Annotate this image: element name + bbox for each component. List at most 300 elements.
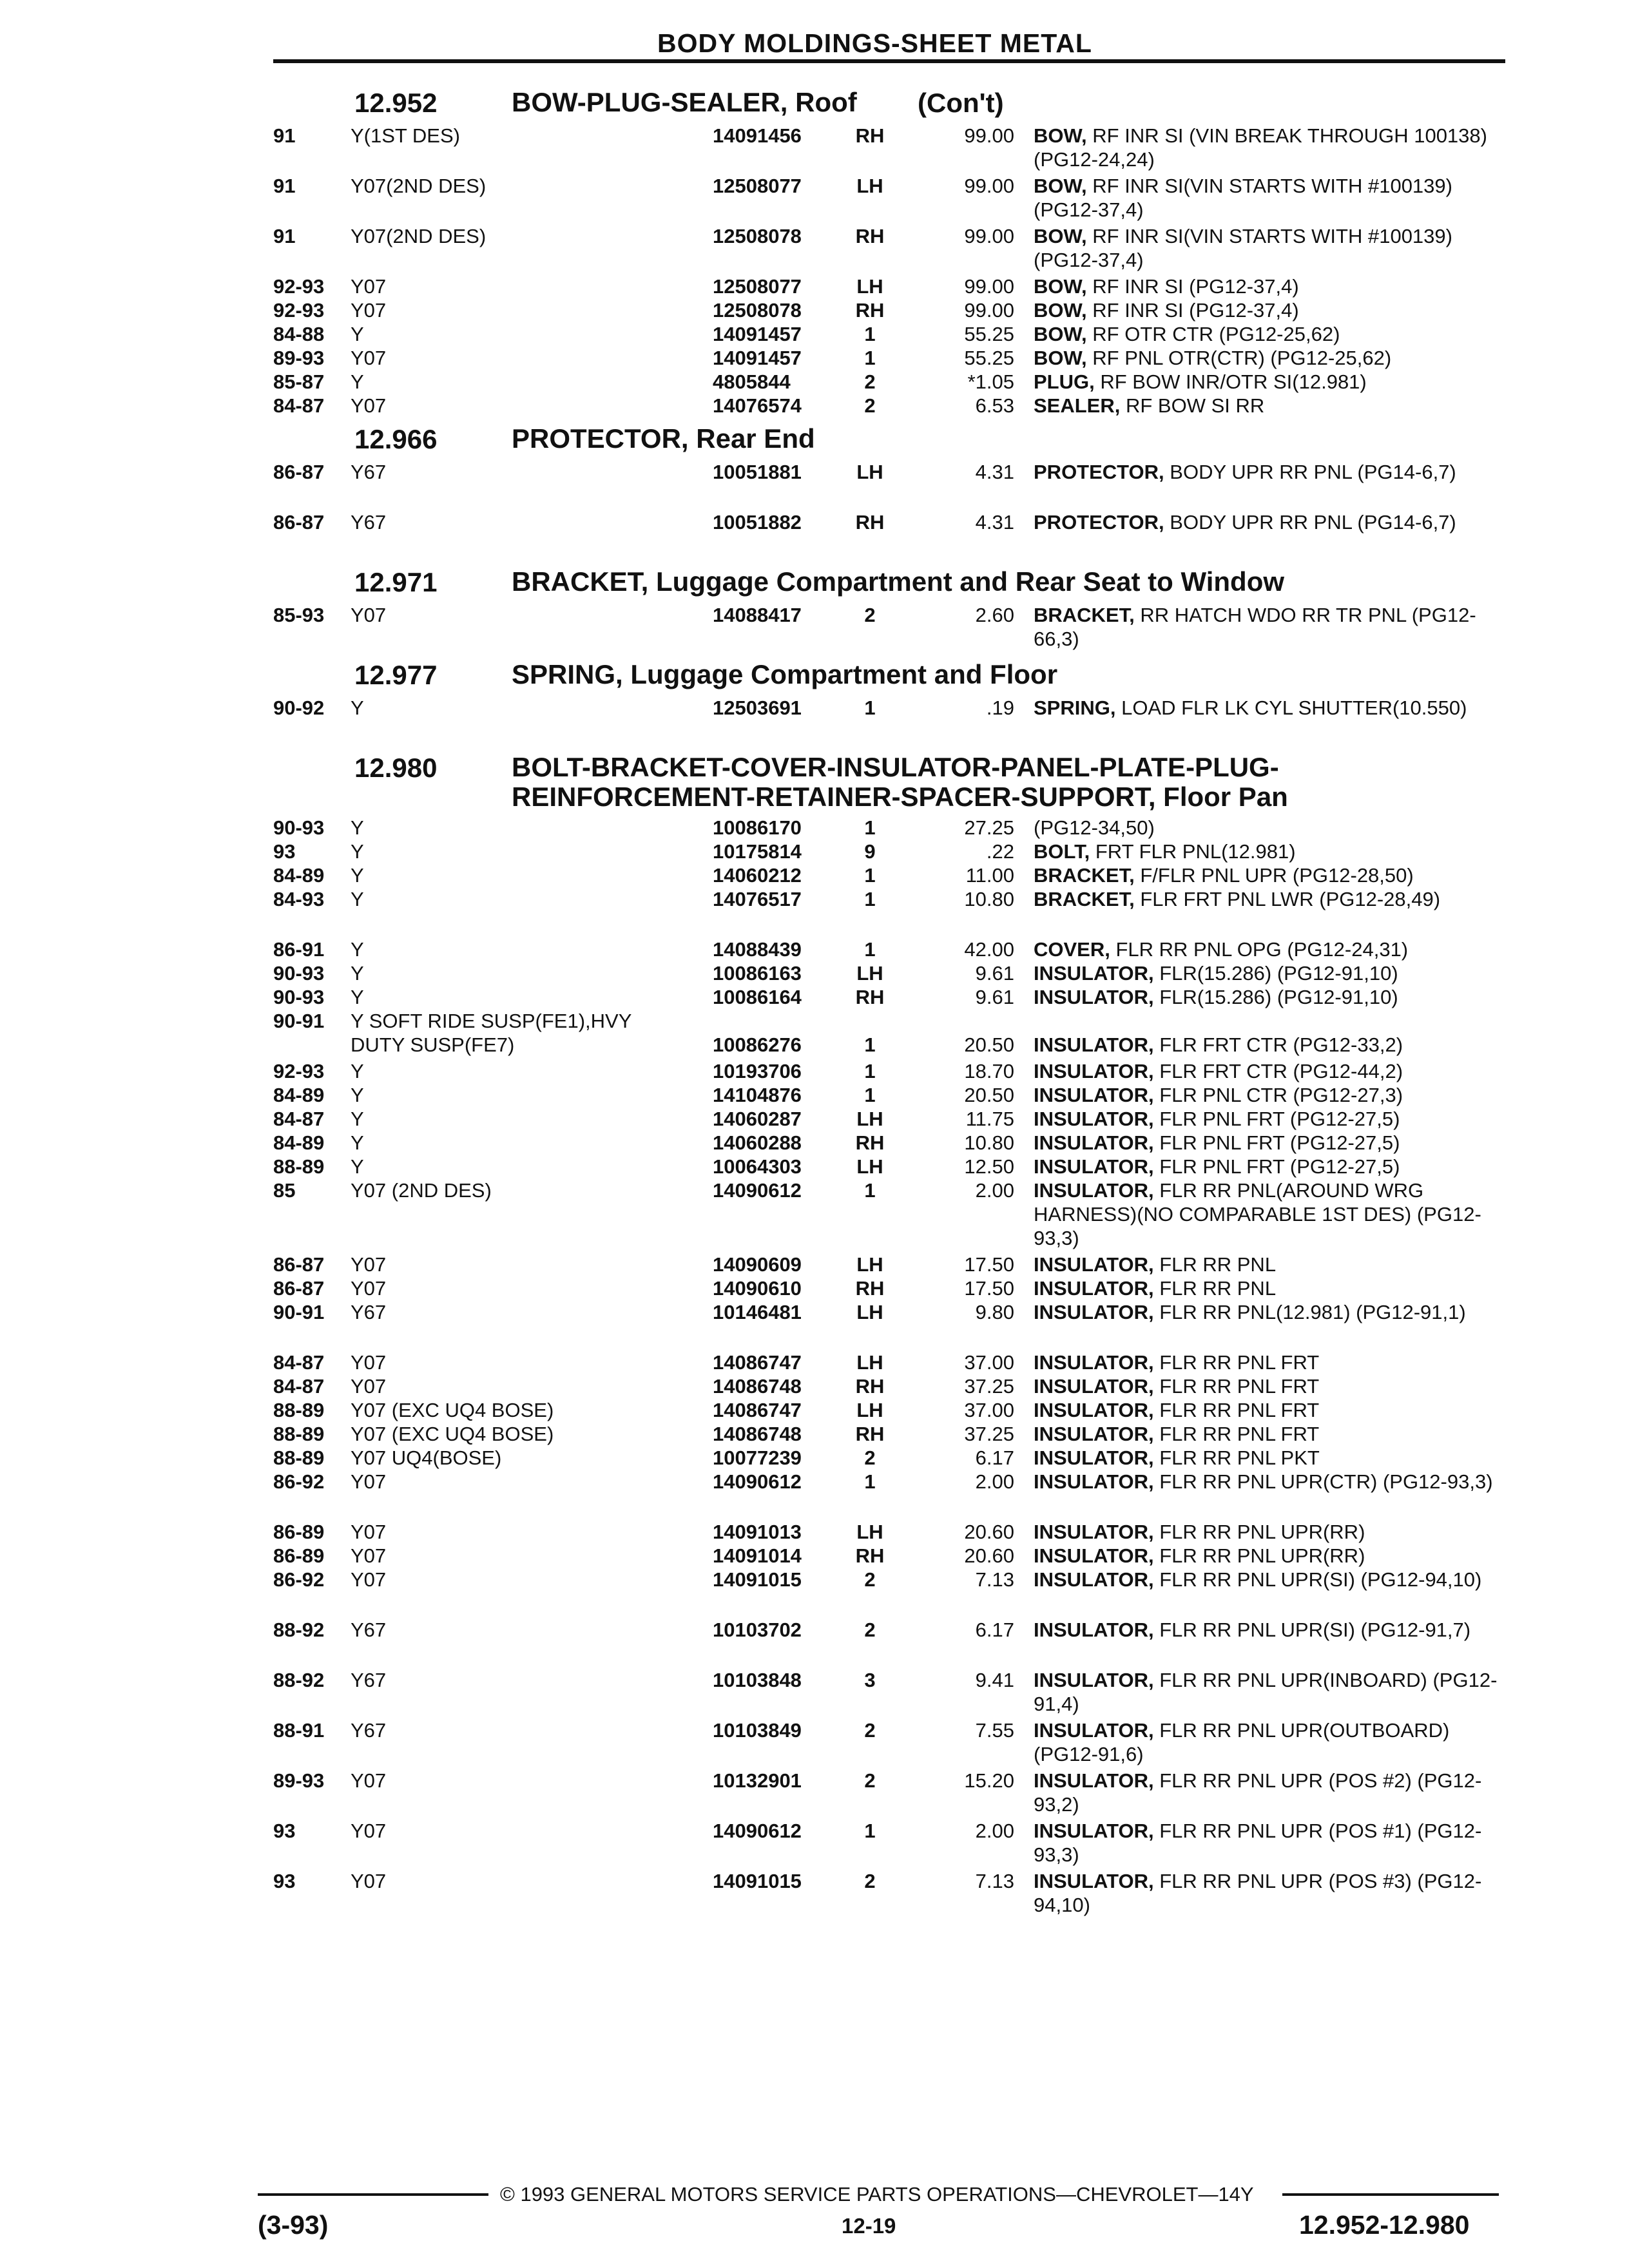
- description-keyword: INSULATOR,: [1034, 1446, 1154, 1469]
- part-description: [1034, 1398, 1510, 1422]
- table-row: [273, 1009, 1510, 1059]
- description-keyword: BRACKET,: [1034, 864, 1135, 887]
- model-code: Y07: [351, 1870, 387, 1892]
- part-description: [1034, 460, 1510, 484]
- part-number: 14104876: [713, 1084, 802, 1106]
- description-keyword: INSULATOR,: [1034, 1399, 1154, 1421]
- description-keyword: BOW,: [1034, 347, 1087, 369]
- quantity: RH: [855, 511, 885, 533]
- quantity: 2: [864, 1870, 876, 1892]
- model-code: Y: [351, 816, 364, 839]
- table-row: [273, 370, 1510, 394]
- part-number: 10146481: [713, 1301, 802, 1323]
- quantity: 2: [864, 1769, 876, 1792]
- description-text: FLR RR PNL UPR(RR): [1153, 1521, 1365, 1543]
- price: 42.00: [964, 938, 1014, 961]
- section-title: BOW-PLUG-SEALER, Roof: [512, 87, 857, 117]
- description-keyword: BOW,: [1034, 175, 1087, 197]
- part-number: 14086748: [713, 1375, 802, 1398]
- table-row: [273, 1819, 1510, 1869]
- footer-revision-date: (3-93): [258, 2210, 329, 2240]
- part-number: 14091015: [713, 1870, 802, 1892]
- description-text: BODY UPR RR PNL (PG14-6,7): [1164, 511, 1456, 533]
- part-number: 10103849: [713, 1719, 802, 1742]
- model-years: 88-89: [273, 1399, 325, 1421]
- model-code: Y: [351, 1060, 364, 1082]
- description-keyword: INSULATOR,: [1034, 1470, 1154, 1493]
- part-description: [1034, 1300, 1510, 1324]
- description-text: FLR RR PNL FRT: [1153, 1399, 1320, 1421]
- description-keyword: INSULATOR,: [1034, 1423, 1154, 1445]
- model-years: 90-91: [273, 1010, 325, 1032]
- model-years: 85-87: [273, 370, 325, 393]
- description-keyword: BOW,: [1034, 225, 1087, 247]
- part-description: [1034, 887, 1510, 911]
- part-description: [1034, 1819, 1510, 1867]
- description-text: RF INR SI (PG12-37,4): [1086, 275, 1299, 298]
- table-row: [273, 1350, 1510, 1374]
- quantity: 1: [864, 347, 876, 369]
- section-title: PROTECTOR, Rear End: [512, 423, 815, 454]
- model-years: 92-93: [273, 275, 325, 298]
- part-number: 14090612: [713, 1470, 802, 1493]
- price: 2.60: [975, 604, 1014, 626]
- description-text: FLR RR PNL UPR(OUTBOARD) (PG12-91,6): [1034, 1719, 1450, 1765]
- table-row: [273, 840, 1510, 863]
- part-description: [1034, 1520, 1510, 1544]
- description-text: RF BOW SI RR: [1120, 394, 1265, 417]
- model-code: Y: [351, 888, 364, 910]
- description-text: BODY UPR RR PNL (PG14-6,7): [1164, 461, 1456, 483]
- price: 11.00: [965, 864, 1014, 887]
- part-number: 4805844: [713, 370, 791, 393]
- price: 9.80: [975, 1301, 1014, 1323]
- model-code: Y07 UQ4(BOSE): [351, 1446, 502, 1469]
- description-text: FLR FRT CTR (PG12-44,2): [1153, 1060, 1403, 1082]
- model-code: Y07: [351, 1253, 387, 1276]
- part-description: [1034, 696, 1510, 720]
- table-row: [273, 1718, 1510, 1769]
- quantity: RH: [855, 1423, 885, 1445]
- table-row: [273, 1520, 1510, 1544]
- table-row: [273, 1059, 1510, 1083]
- model-years: 88-89: [273, 1155, 325, 1178]
- description-text: FLR PNL FRT (PG12-27,5): [1153, 1108, 1400, 1130]
- section-title: BRACKET, Luggage Compartment and Rear Seat to Window: [512, 566, 1285, 597]
- description-text: FLR RR PNL UPR(SI) (PG12-94,10): [1153, 1568, 1482, 1591]
- part-description: [1034, 1470, 1510, 1494]
- price: 37.00: [964, 1351, 1014, 1374]
- part-description: [1034, 322, 1510, 346]
- quantity: LH: [856, 962, 883, 985]
- description-text: FLR RR PNL UPR (POS #1) (PG12-93,3): [1034, 1820, 1482, 1866]
- model-years: 84-87: [273, 394, 325, 417]
- description-text: FLR RR PNL UPR(CTR) (PG12-93,3): [1153, 1470, 1493, 1493]
- part-description: [1034, 1422, 1510, 1446]
- model-years: 89-93: [273, 347, 325, 369]
- description-text: FRT FLR PNL(12.981): [1090, 840, 1296, 863]
- quantity: 2: [864, 1568, 876, 1591]
- price: 2.00: [975, 1470, 1014, 1493]
- part-number: 14086748: [713, 1423, 802, 1445]
- table-row: [273, 1446, 1510, 1470]
- section-number: 12.977: [354, 660, 438, 690]
- header-rule: [273, 59, 1505, 63]
- model-code: Y: [351, 1084, 364, 1106]
- section-number: 12.971: [354, 567, 438, 597]
- quantity: LH: [856, 1399, 883, 1421]
- description-keyword: SEALER,: [1034, 394, 1121, 417]
- price: 18.70: [964, 1060, 1014, 1082]
- model-code: Y07: [351, 299, 387, 322]
- quantity: RH: [855, 299, 885, 322]
- model-code: Y07: [351, 1375, 387, 1398]
- part-description: [1034, 1374, 1510, 1398]
- price: 2.00: [975, 1179, 1014, 1202]
- quantity: LH: [856, 1301, 883, 1323]
- quantity: LH: [856, 1351, 883, 1374]
- model-code: Y07 (2ND DES): [351, 1179, 492, 1202]
- part-description: [1034, 1178, 1510, 1250]
- table-row: [273, 274, 1510, 298]
- model-years: 90-93: [273, 816, 325, 839]
- description-keyword: BOLT,: [1034, 840, 1090, 863]
- model-years: 93: [273, 1870, 296, 1892]
- price: 99.00: [964, 225, 1014, 247]
- model-years: 91: [273, 175, 296, 197]
- model-code: Y67: [351, 1669, 387, 1691]
- part-number: 10193706: [713, 1060, 802, 1082]
- part-number: 14076517: [713, 888, 802, 910]
- footer-section-range: 12.952-12.980: [1299, 2210, 1470, 2240]
- model-years: 88-89: [273, 1423, 325, 1445]
- part-description: [1034, 1107, 1510, 1131]
- part-description: [1034, 370, 1510, 394]
- model-years: 84-88: [273, 323, 325, 345]
- price: 37.00: [964, 1399, 1014, 1421]
- model-years: 90-92: [273, 697, 325, 719]
- part-description: [1034, 603, 1510, 651]
- price: 17.50: [964, 1253, 1014, 1276]
- footer-page-number: 12-19: [842, 2214, 896, 2238]
- description-text: FLR RR PNL FRT: [1153, 1423, 1320, 1445]
- model-code: Y07: [351, 394, 387, 417]
- section-number: 12.980: [354, 753, 438, 783]
- table-row: [273, 1668, 1510, 1718]
- model-code: Y: [351, 1108, 364, 1130]
- description-keyword: INSULATOR,: [1034, 1619, 1154, 1641]
- description-keyword: INSULATOR,: [1034, 1253, 1154, 1276]
- model-code: Y07: [351, 1820, 387, 1842]
- model-years: 86-87: [273, 1277, 325, 1300]
- description-text: FLR RR PNL FRT: [1153, 1351, 1320, 1374]
- model-code: Y07 (EXC UQ4 BOSE): [351, 1423, 554, 1445]
- price: 27.25: [964, 816, 1014, 839]
- price: 20.50: [964, 1084, 1014, 1106]
- model-code: Y: [351, 1155, 364, 1178]
- description-text: FLR PNL FRT (PG12-27,5): [1153, 1155, 1400, 1178]
- part-number: 10086163: [713, 962, 802, 985]
- table-row: [273, 1107, 1510, 1131]
- model-years: 86-89: [273, 1544, 325, 1567]
- price: 4.31: [975, 511, 1014, 533]
- description-text: FLR RR PNL UPR (POS #2) (PG12-93,2): [1034, 1769, 1482, 1816]
- part-number: 14091457: [713, 347, 802, 369]
- quantity: 1: [864, 323, 876, 345]
- model-code: Y67: [351, 511, 387, 533]
- model-years: 91: [273, 124, 296, 147]
- description-keyword: BRACKET,: [1034, 888, 1135, 910]
- model-years: 86-89: [273, 1521, 325, 1543]
- description-keyword: INSULATOR,: [1034, 1568, 1154, 1591]
- part-description: [1034, 1568, 1510, 1591]
- part-number: 10175814: [713, 840, 802, 863]
- quantity: 1: [864, 1060, 876, 1082]
- quantity: LH: [856, 1155, 883, 1178]
- part-number: 10086164: [713, 986, 802, 1008]
- price: 20.50: [964, 1033, 1014, 1056]
- description-text: FLR(15.286) (PG12-91,10): [1153, 986, 1398, 1008]
- description-keyword: BOW,: [1034, 323, 1087, 345]
- model-years: 86-92: [273, 1470, 325, 1493]
- part-number: 12508077: [713, 175, 802, 197]
- page-header-title: BODY MOLDINGS-SHEET METAL: [657, 28, 1092, 58]
- description-text: FLR FRT CTR (PG12-33,2): [1153, 1033, 1403, 1056]
- model-code: Y: [351, 370, 364, 393]
- part-number: 10064303: [713, 1155, 802, 1178]
- part-number: 12503691: [713, 697, 802, 719]
- model-years: 84-93: [273, 888, 325, 910]
- price: 11.75: [965, 1108, 1014, 1130]
- part-description: [1034, 1033, 1510, 1057]
- model-code: Y: [351, 697, 364, 719]
- part-description: [1034, 1769, 1510, 1816]
- price: 9.61: [975, 986, 1014, 1008]
- model-code: Y07(2ND DES): [351, 175, 487, 197]
- price: 55.25: [964, 347, 1014, 369]
- price: 9.41: [975, 1669, 1014, 1691]
- model-years: 91: [273, 225, 296, 247]
- description-text: FLR RR PNL OPG (PG12-24,31): [1110, 938, 1409, 961]
- description-text: FLR(15.286) (PG12-91,10): [1153, 962, 1398, 985]
- part-number: 10077239: [713, 1446, 802, 1469]
- part-number: 14060288: [713, 1131, 802, 1154]
- description-keyword: BOW,: [1034, 275, 1087, 298]
- part-description: [1034, 394, 1510, 418]
- quantity: RH: [855, 1277, 885, 1300]
- model-years: 92-93: [273, 299, 325, 322]
- part-description: [1034, 863, 1510, 887]
- model-years: 93: [273, 1820, 296, 1842]
- model-years: 86-87: [273, 461, 325, 483]
- price: .22: [986, 840, 1014, 863]
- model-code: Y: [351, 962, 364, 985]
- model-years: 88-92: [273, 1669, 325, 1691]
- description-keyword: PLUG,: [1034, 370, 1095, 393]
- description-keyword: BRACKET,: [1034, 604, 1135, 626]
- model-code: Y: [351, 840, 364, 863]
- table-row: [273, 322, 1510, 346]
- description-keyword: PROTECTOR,: [1034, 511, 1164, 533]
- table-row: [273, 961, 1510, 985]
- price: 4.31: [975, 461, 1014, 483]
- part-number: 14086747: [713, 1399, 802, 1421]
- part-number: 14088417: [713, 604, 802, 626]
- table-row: [273, 1083, 1510, 1107]
- part-description: [1034, 124, 1510, 171]
- part-number: 10051881: [713, 461, 802, 483]
- table-row: [273, 1618, 1510, 1668]
- table-row: [273, 1178, 1510, 1253]
- description-keyword: INSULATOR,: [1034, 1521, 1154, 1543]
- model-code: Y07: [351, 1769, 387, 1792]
- model-code: Y67: [351, 1619, 387, 1641]
- quantity: LH: [856, 1521, 883, 1543]
- part-number: 12508077: [713, 275, 802, 298]
- model-years: 84-89: [273, 1084, 325, 1106]
- part-number: 14091015: [713, 1568, 802, 1591]
- section-title: SPRING, Luggage Compartment and Floor: [512, 659, 1058, 689]
- price: 99.00: [964, 124, 1014, 147]
- table-row: [273, 510, 1510, 561]
- part-description: [1034, 1544, 1510, 1568]
- model-years: 84-89: [273, 864, 325, 887]
- part-description: [1034, 961, 1510, 985]
- model-years: 86-87: [273, 1253, 325, 1276]
- model-years: 84-87: [273, 1108, 325, 1130]
- price: 37.25: [964, 1423, 1014, 1445]
- price: 12.50: [964, 1155, 1014, 1178]
- description-keyword: INSULATOR,: [1034, 1033, 1154, 1056]
- description-keyword: COVER,: [1034, 938, 1110, 961]
- part-description: [1034, 816, 1510, 840]
- model-code: Y07: [351, 347, 387, 369]
- description-text: RF OTR CTR (PG12-25,62): [1086, 323, 1340, 345]
- section-continued: (Con't): [918, 88, 1004, 118]
- description-keyword: INSULATOR,: [1034, 1769, 1154, 1792]
- description-text: RF INR SI(VIN STARTS WITH #100139) (PG12-37,4): [1034, 175, 1452, 221]
- quantity: 1: [864, 1179, 876, 1202]
- model-years: 89-93: [273, 1769, 325, 1792]
- part-description: [1034, 1618, 1510, 1642]
- part-description: [1034, 174, 1510, 222]
- quantity: LH: [856, 1253, 883, 1276]
- description-text: RR HATCH WDO RR TR PNL (PG12-66,3): [1034, 604, 1476, 650]
- quantity: 2: [864, 1446, 876, 1469]
- description-keyword: INSULATOR,: [1034, 1179, 1154, 1202]
- model-years: 90-93: [273, 962, 325, 985]
- table-row: [273, 985, 1510, 1009]
- part-description: [1034, 1869, 1510, 1917]
- part-number: 14091013: [713, 1521, 802, 1543]
- quantity: RH: [855, 1375, 885, 1398]
- part-description: [1034, 1276, 1510, 1300]
- description-keyword: INSULATOR,: [1034, 1301, 1154, 1323]
- parts-listing: [273, 81, 1510, 1919]
- quantity: 3: [864, 1669, 876, 1691]
- quantity: RH: [855, 225, 885, 247]
- part-number: 14086747: [713, 1351, 802, 1374]
- section-heading: [273, 566, 1510, 603]
- model-code: Y07 (EXC UQ4 BOSE): [351, 1399, 554, 1421]
- price: .19: [986, 697, 1014, 719]
- part-number: 10103848: [713, 1669, 802, 1691]
- part-number: 14090612: [713, 1179, 802, 1202]
- price: 17.50: [964, 1277, 1014, 1300]
- price: 9.61: [975, 962, 1014, 985]
- model-code: Y: [351, 323, 364, 345]
- table-row: [273, 460, 1510, 510]
- model-code: Y67: [351, 1719, 387, 1742]
- description-keyword: INSULATOR,: [1034, 1108, 1154, 1130]
- part-description: [1034, 1668, 1510, 1716]
- part-description: [1034, 1059, 1510, 1083]
- table-row: [273, 696, 1510, 746]
- description-text: FLR RR PNL: [1153, 1277, 1277, 1300]
- part-description: [1034, 346, 1510, 370]
- quantity: 1: [864, 888, 876, 910]
- model-code: Y07(2ND DES): [351, 225, 487, 247]
- price: 7.55: [975, 1719, 1014, 1742]
- quantity: 2: [864, 394, 876, 417]
- quantity: LH: [856, 275, 883, 298]
- part-description: [1034, 1350, 1510, 1374]
- part-number: 14091457: [713, 323, 802, 345]
- quantity: 1: [864, 1084, 876, 1106]
- table-row: [273, 937, 1510, 961]
- description-text: LOAD FLR LK CYL SHUTTER(10.550): [1115, 697, 1467, 719]
- quantity: 1: [864, 1033, 876, 1056]
- quantity: 1: [864, 816, 876, 839]
- quantity: LH: [856, 1108, 883, 1130]
- table-row: [273, 1155, 1510, 1178]
- part-number: 14060287: [713, 1108, 802, 1130]
- quantity: RH: [855, 1544, 885, 1567]
- part-number: 14090609: [713, 1253, 802, 1276]
- model-years: 85-93: [273, 604, 325, 626]
- quantity: RH: [855, 986, 885, 1008]
- price: 99.00: [964, 275, 1014, 298]
- part-description: [1034, 510, 1510, 534]
- description-text: FLR RR PNL(12.981) (PG12-91,1): [1153, 1301, 1466, 1323]
- description-text: FLR RR PNL: [1153, 1253, 1277, 1276]
- table-row: [273, 863, 1510, 887]
- model-years: 88-92: [273, 1619, 325, 1641]
- description-keyword: INSULATOR,: [1034, 1719, 1154, 1742]
- price: 10.80: [964, 888, 1014, 910]
- part-description: [1034, 1083, 1510, 1107]
- price: 99.00: [964, 175, 1014, 197]
- part-number: 10051882: [713, 511, 802, 533]
- part-number: 14091014: [713, 1544, 802, 1567]
- quantity: 1: [864, 864, 876, 887]
- part-description: [1034, 937, 1510, 961]
- quantity: 9: [864, 840, 876, 863]
- table-row: [273, 1422, 1510, 1446]
- part-description: [1034, 1446, 1510, 1470]
- table-row: [273, 298, 1510, 322]
- price: *1.05: [967, 370, 1014, 393]
- part-description: [1034, 1718, 1510, 1766]
- description-keyword: INSULATOR,: [1034, 986, 1154, 1008]
- description-text: RF INR SI (VIN BREAK THROUGH 100138) (PG12-24,24): [1034, 124, 1487, 171]
- table-row: [273, 1470, 1510, 1520]
- section-heading: [273, 86, 1510, 124]
- model-years: 86-87: [273, 511, 325, 533]
- description-text: RF INR SI(VIN STARTS WITH #100139) (PG12-37,4): [1034, 225, 1452, 271]
- footer-copyright: © 1993 GENERAL MOTORS SERVICE PARTS OPERATIONS—CHEVROLET—14Y: [500, 2183, 1254, 2206]
- model-years: 86-91: [273, 938, 325, 961]
